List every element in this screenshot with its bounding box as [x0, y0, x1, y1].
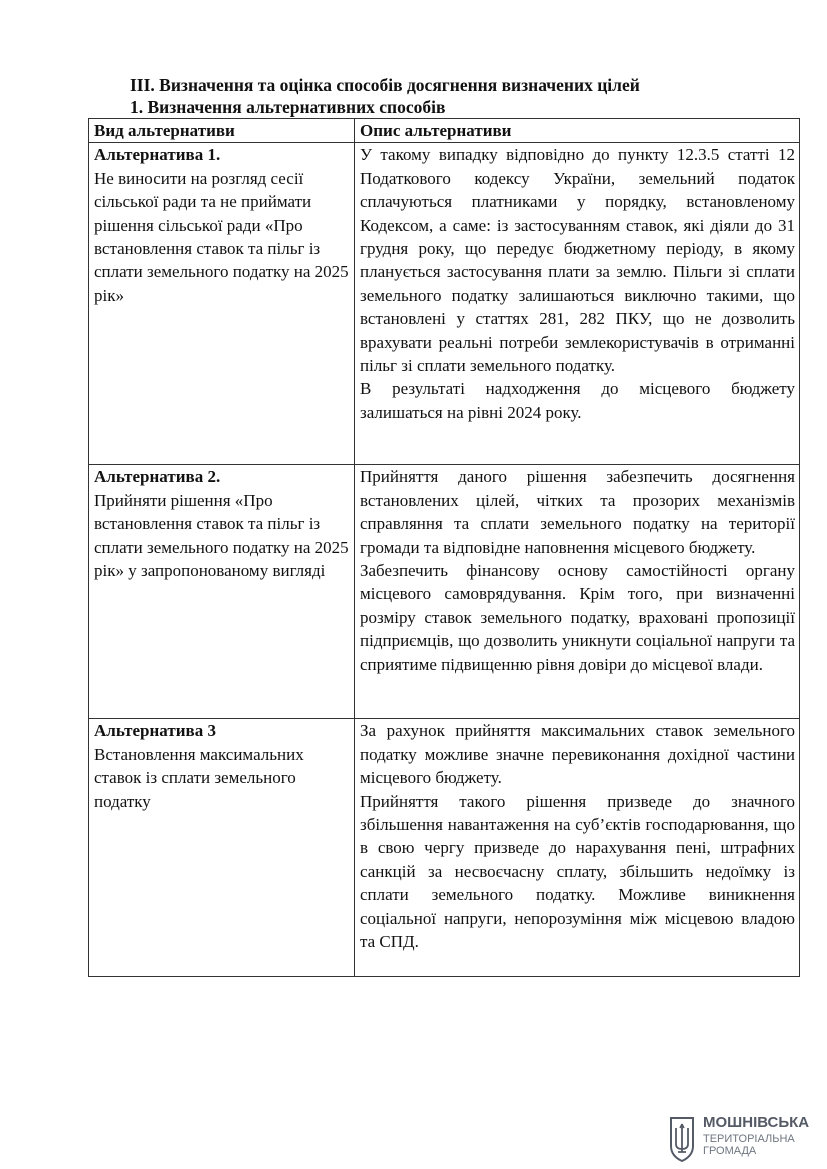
table-row: [89, 465, 800, 719]
alternative-title: Альтернатива 3: [94, 721, 216, 741]
alternative-description-cell: [355, 465, 800, 719]
alternative-type-cell: [89, 143, 355, 465]
alternative-summary: Встановлення максимальних ставок із сплати земельного податку: [94, 744, 304, 811]
header-alternative-type: Вид альтернативи: [89, 119, 355, 143]
description-paragraph: За рахунок прийняття максимальних ставок земельного податку можливе значне перевиконання дохідної частини місцевого бюджету.: [360, 721, 795, 788]
trident-emblem-icon: [667, 1116, 697, 1162]
subsection-heading: 1. Визначення альтернативних способів: [130, 97, 446, 117]
alternative-description-cell: [355, 143, 800, 465]
logo-line-1: МОШНІВСЬКА: [703, 1114, 810, 1131]
alternative-type-cell: [89, 719, 355, 977]
description-paragraph: Прийняття даного рішення забезпечить досягнення встановлених цілей, чітких та прозорих механізмів справляння та сплати земельного податку на території громади та відповідне наповнення місцевого бюджету.: [360, 467, 795, 557]
community-logo: [667, 1113, 810, 1163]
alternatives-table: [88, 118, 800, 977]
logo-line-2: ТЕРИТОРІАЛЬНА: [703, 1133, 795, 1145]
description-paragraph: Прийняття такого рішення призведе до значного збільшення навантаження на суб’єктів господарювання, що в свою чергу призведе до нарахування пені, штрафних санкцій за несвоєчасну сплату, збільшить недоїмку із сплати земельного податку. Можливе виникнення соціальної напруги, непорозуміння між місцевою владою та СПД.: [360, 791, 795, 952]
description-paragraph: У такому випадку відповідно до пункту 12.3.5 статті 12 Податкового кодексу України, земельний податок сплачуються платниками у порядку, встановленому Кодексом, а саме: із застосуванням ставок, які діяли до 31 грудня року, що передує бюджетному періоду, в якому планується застосування плати за землю. Пільги зі сплати земельного податку залишаються виключно такими, що встановлені у статтях 281, 282 ПКУ, що не дозволить врахувати реальні потреби землекористувачів в отриманні пільг зі сплати земельного податку.: [360, 145, 795, 376]
alternative-type-cell: [89, 465, 355, 719]
table-row: [89, 719, 800, 977]
logo-line-3: ГРОМАДА: [703, 1145, 757, 1157]
alternative-description-cell: [355, 719, 800, 977]
section-heading: III. Визначення та оцінка способів досягнення визначених цілей: [130, 75, 640, 95]
table-row: [89, 143, 800, 465]
description-paragraph: В результаті надходження до місцевого бюджету залишаться на рівні 2024 року.: [360, 379, 795, 422]
alternative-title: Альтернатива 2.: [94, 467, 221, 487]
table-header-row: [89, 119, 800, 143]
description-paragraph: Забезпечить фінансову основу самостійності органу місцевого самоврядування. Крім того, при визначенні розміру ставок земельного податку, враховані пропозиції підприємців, що дозволить уникнути соціальної напруги та сприятиме підвищенню рівня довіри до місцевої влади.: [360, 561, 795, 674]
alternative-summary: Прийняти рішення «Про встановлення ставок та пільг із сплати земельного податку на 2025 рік» у запропонованому вигляді: [94, 490, 349, 581]
alternative-title: Альтернатива 1.: [94, 145, 221, 165]
alternative-summary: Не виносити на розгляд сесії сільської ради та не приймати рішення сільської ради «Про встановлення ставок та пільг із сплати земельного податку на 2025 рік»: [94, 168, 349, 305]
header-alternative-description: Опис альтернативи: [355, 119, 800, 143]
